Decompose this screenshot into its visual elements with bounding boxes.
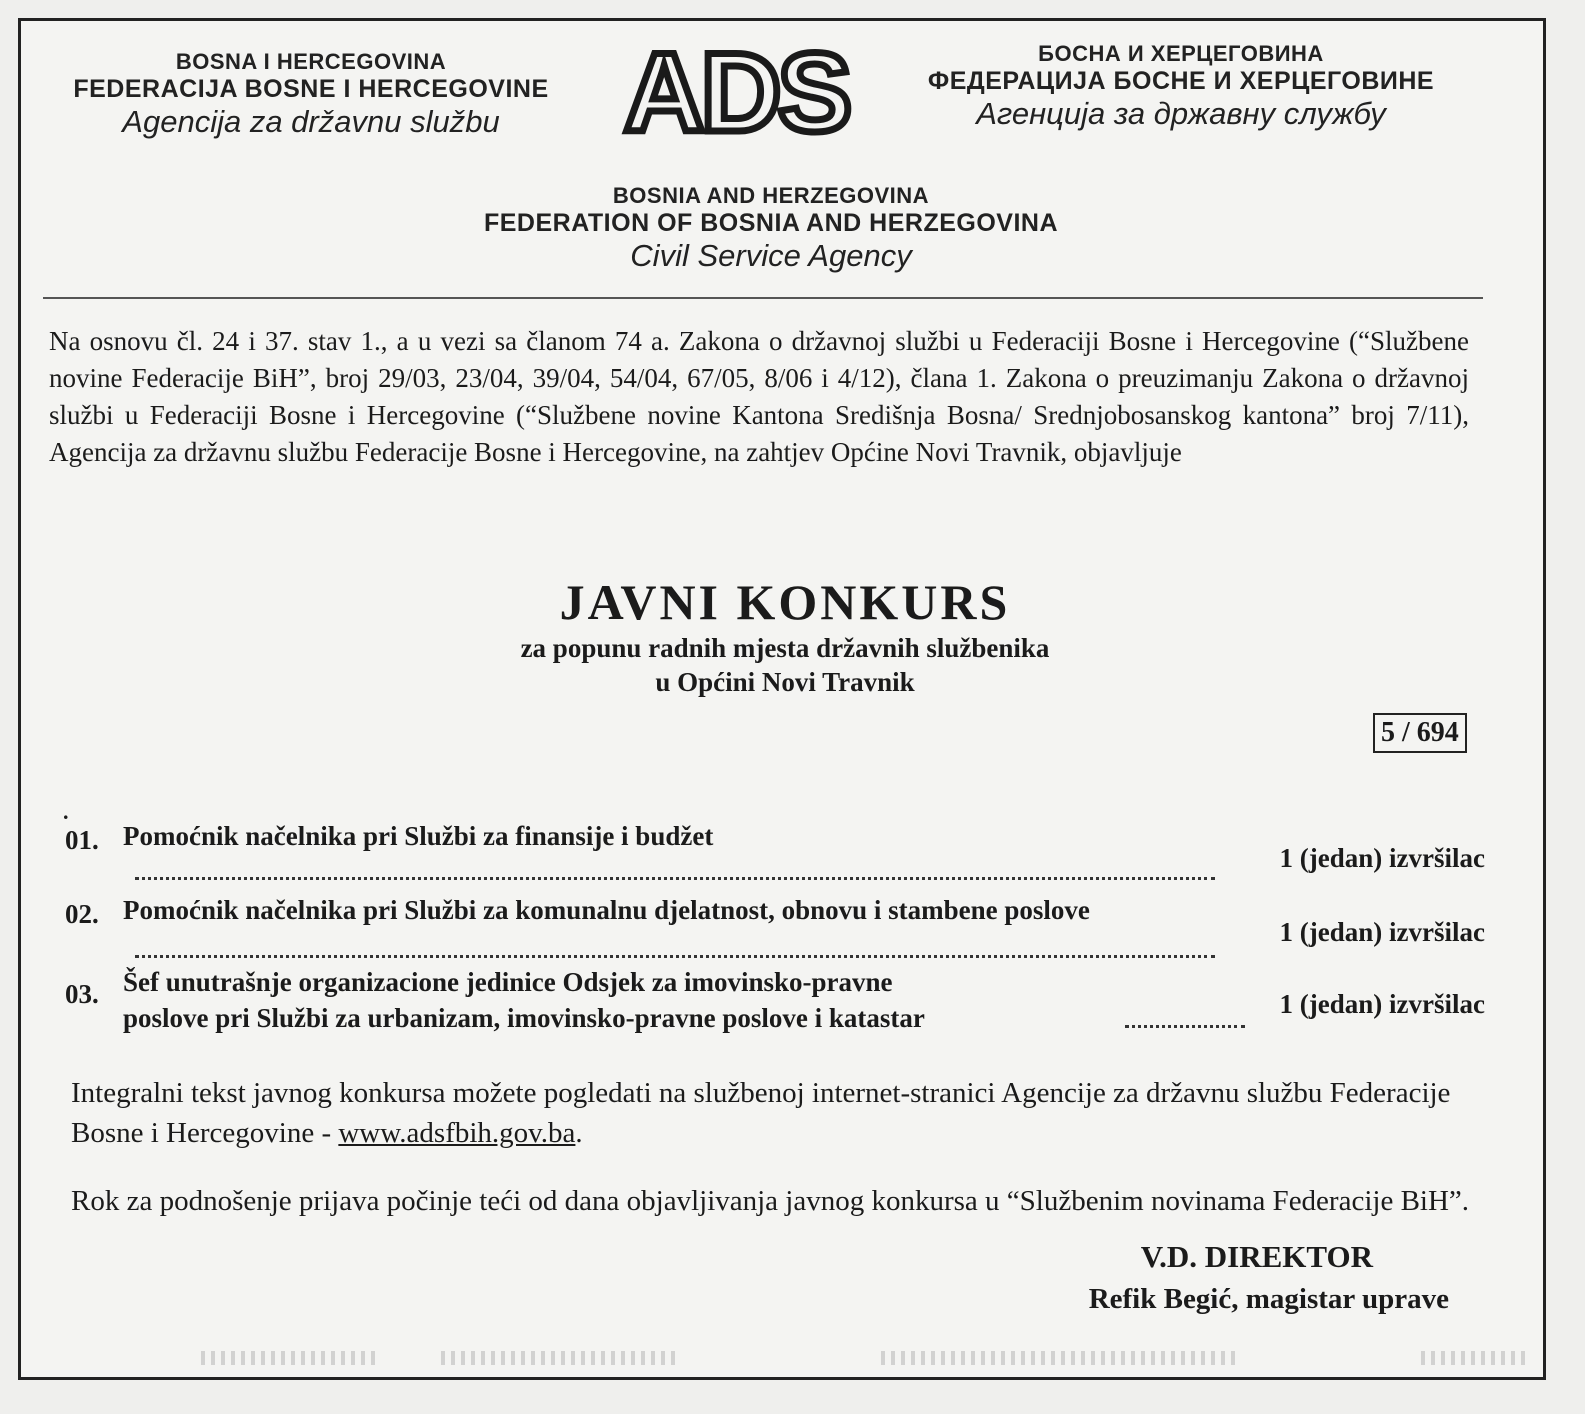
header-left	[41, 49, 581, 140]
position-title-continued: poslove pri Službi za urbanizam, imovinsko-pravne poslove i katastar	[123, 1003, 925, 1033]
print-smudge	[1421, 1351, 1531, 1365]
leader-dots	[135, 955, 1215, 958]
print-smudge	[441, 1351, 681, 1365]
header-right-federation: ФЕДЕРАЦИЈА БОСНЕ И ХЕРЦЕГОВИНЕ	[927, 67, 1435, 95]
position-number: 02.	[65, 899, 99, 929]
notice-subtitle-2: u Općini Novi Travnik	[655, 667, 915, 697]
position-title: Pomoćnik načelnika pri Službi za finansije i budžet	[123, 821, 714, 851]
position-title: Pomoćnik načelnika pri Službi za komunalnu djelatnost, obnovu i stambene poslove	[123, 895, 1090, 925]
ads-logo-text: ADS	[623, 39, 849, 149]
position-count: 1 (jedan) izvršilac	[1279, 917, 1485, 947]
position-item-3	[65, 967, 1485, 1047]
reference-number: 5 / 694	[1373, 713, 1467, 753]
header-english-agency: Civil Service Agency	[630, 238, 912, 273]
integral-text-paragraph	[71, 1073, 1491, 1153]
position-title: Šef unutrašnje organizacione jedinice Odsjek za imovinsko-pravne	[123, 967, 893, 997]
header-right-agency: Агенција за државну службу	[976, 96, 1386, 131]
print-smudge	[201, 1351, 381, 1365]
header-right-country: БОСНА И ХЕРЦЕГОВИНА	[1038, 41, 1324, 66]
position-item-2	[65, 885, 1485, 965]
header-divider	[43, 297, 1483, 299]
website-link[interactable]: www.adsfbih.gov.ba	[338, 1117, 576, 1149]
header-left-federation: FEDERACIJA BOSNE I HERCEGOVINE	[73, 75, 549, 103]
position-count: 1 (jedan) izvršilac	[1279, 843, 1485, 873]
notice-frame	[18, 18, 1546, 1380]
print-smudge	[881, 1351, 1241, 1365]
leader-dots	[135, 877, 1215, 880]
ads-logo	[611, 39, 861, 149]
header-left-country: BOSNA I HERCEGOVINA	[175, 49, 447, 74]
deadline-notice: Rok za podnošenje prijava počinje teći od dana objavljivanja javnog konkursa u “Službenim novinama Federacije BiH”.	[71, 1185, 1470, 1217]
position-count: 1 (jedan) izvršilac	[1279, 989, 1485, 1019]
position-number: 03.	[65, 979, 99, 1009]
intro-paragraph: Na osnovu čl. 24 i 37. stav 1., a u vezi sa članom 74 a. Zakona o državnoj službi u Federaciji Bosne i Hercegovine (“Službene novine Federacije BiH”, broj 29/03, 23/04, 39/04, 54/04, 67/05, 8/06 i 4/12), člana 1. Zakona o preuzimanju Zakona o državnoj službi u Federaciji Bosne i Hercegovine (“Službene novine Kantona Središnja Bosna/ Srednjobosanskog kantona” broj 7/11), Agencija za državnu službu Federacije Bosne i Hercegovine, na zahtjev Općine Novi Travnik, objavljuje	[49, 326, 1469, 467]
stray-dot: .	[63, 799, 69, 824]
header-english-country: BOSNIA AND HERZEGOVINA	[612, 183, 930, 208]
leader-dots	[1125, 1025, 1245, 1028]
notice-title: JAVNI KONKURS	[559, 574, 1011, 630]
header-left-agency: Agencija za državnu službu	[122, 104, 500, 139]
position-number: 01.	[65, 825, 99, 855]
header-right	[881, 41, 1481, 132]
signature-name: Refik Begić, magistar uprave	[1088, 1283, 1449, 1315]
integral-text: Integralni tekst javnog konkursa možete pogledati na službenoj internet-stranici Agencije za državnu službu Federacije Bosne i Hercegovine -	[71, 1077, 1451, 1149]
header-english-federation: FEDERATION OF BOSNIA AND HERZEGOVINA	[483, 209, 1059, 237]
header-english	[451, 183, 1091, 274]
notice-subtitle-1: za popunu radnih mjesta državnih službenika	[520, 633, 1050, 663]
signature-title: V.D. DIREKTOR	[1140, 1239, 1373, 1274]
integral-text-period: .	[575, 1117, 583, 1149]
